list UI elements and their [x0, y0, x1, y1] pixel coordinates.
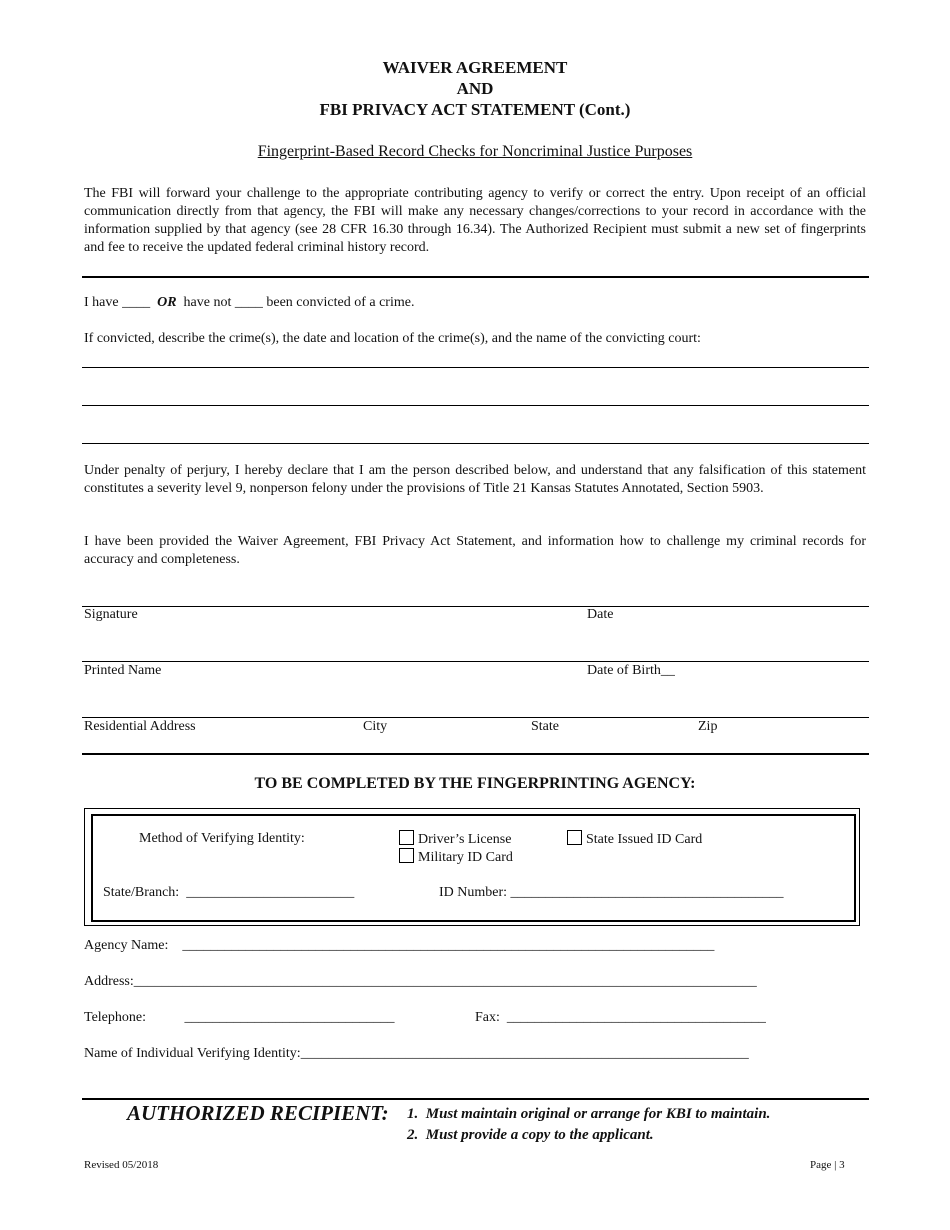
- military-id-label: Military ID Card: [418, 850, 513, 865]
- zip-label: Zip: [698, 719, 718, 734]
- intro-paragraph: The FBI will forward your challenge to the appropriate contributing agency to verify or correct the entry. Upon receipt of an official communication directly from that agency, the FBI will make any necessary changes/corrections to your record in accordance with the information supplied by that agency (see 28 CFR 16.30 through 16.34). The Authorized Recipient must submit a new set of fingerprints and fee to receive the updated federal criminal history record.: [84, 186, 866, 255]
- conviction-line-2[interactable]: [82, 405, 869, 406]
- military-id-option[interactable]: [399, 848, 513, 867]
- section-divider: [82, 276, 869, 278]
- section-divider-3: [82, 1098, 869, 1100]
- city-label: City: [363, 719, 388, 734]
- page-number: Page | 3: [810, 1159, 845, 1171]
- revision-date: Revised 05/2018: [84, 1159, 159, 1171]
- date-of-birth-label: Date of Birth__: [587, 663, 675, 678]
- drivers-license-checkbox[interactable]: [399, 830, 414, 845]
- perjury-declaration: Under penalty of perjury, I hereby declare that I am the person described below, and understand that any falsification of this statement constitutes a severity level 9, nonperson felony under the provisions of Title 21 Kansas Statutes Annotated, Section 5903.: [84, 463, 866, 496]
- have-not-blank[interactable]: have not ____ been convicted of a crime.: [183, 295, 415, 310]
- drivers-license-label: Driver’s License: [418, 832, 512, 847]
- drivers-license-option[interactable]: [399, 830, 511, 849]
- or-text: OR: [157, 295, 177, 310]
- agency-section-heading: TO BE COMPLETED BY THE FINGERPRINTING AGENCY:: [254, 775, 696, 792]
- state-branch-field[interactable]: State/Branch: ________________________: [103, 885, 355, 900]
- conviction-statement: [84, 294, 414, 312]
- form-title-line-1: WAIVER AGREEMENT: [382, 58, 568, 77]
- authorized-recipient-item-1: 1. Must maintain original or arrange for KBI to maintain.: [407, 1106, 771, 1122]
- agency-name-field[interactable]: Agency Name: ____________________________________________________________________________: [84, 938, 715, 953]
- address-line[interactable]: [82, 717, 869, 718]
- form-title-line-3: FBI PRIVACY ACT STATEMENT (Cont.): [319, 100, 631, 119]
- agency-address-field[interactable]: Address:_________________________________________________________________________________________: [84, 974, 757, 989]
- printed-name-label: Printed Name: [84, 663, 162, 678]
- section-divider-2: [82, 753, 869, 755]
- conviction-line-1[interactable]: [82, 367, 869, 368]
- verifier-name-field[interactable]: Name of Individual Verifying Identity:________________________________________________________________: [84, 1046, 749, 1061]
- signature-line[interactable]: [82, 606, 869, 607]
- form-title-line-2: AND: [456, 79, 494, 98]
- state-label: State: [531, 719, 559, 734]
- fax-field[interactable]: Fax: _____________________________________: [475, 1010, 766, 1025]
- i-have-blank[interactable]: I have ____: [84, 295, 151, 310]
- residential-address-label: Residential Address: [84, 719, 196, 734]
- authorized-recipient-item-2: 2. Must provide a copy to the applicant.: [407, 1127, 654, 1143]
- authorized-recipient-label: AUTHORIZED RECIPIENT:: [127, 1101, 389, 1125]
- state-id-label: State Issued ID Card: [586, 832, 703, 847]
- method-label: Method of Verifying Identity:: [139, 831, 305, 846]
- conviction-line-3[interactable]: [82, 443, 869, 444]
- printed-name-line[interactable]: [82, 661, 869, 662]
- state-id-checkbox[interactable]: [567, 830, 582, 845]
- form-subtitle: Fingerprint-Based Record Checks for Noncriminal Justice Purposes: [257, 143, 693, 160]
- state-id-option[interactable]: [567, 830, 702, 849]
- telephone-field[interactable]: Telephone: ______________________________: [84, 1010, 395, 1025]
- date-label: Date: [587, 607, 614, 622]
- conviction-describe-prompt: If convicted, describe the crime(s), the date and location of the crime(s), and the name of the convicting court:: [84, 331, 701, 346]
- provided-statement: I have been provided the Waiver Agreement, FBI Privacy Act Statement, and information how to challenge my criminal records for accuracy and completeness.: [84, 534, 866, 567]
- military-id-checkbox[interactable]: [399, 848, 414, 863]
- signature-label: Signature: [84, 607, 138, 622]
- id-number-field[interactable]: ID Number: _______________________________________: [439, 885, 784, 900]
